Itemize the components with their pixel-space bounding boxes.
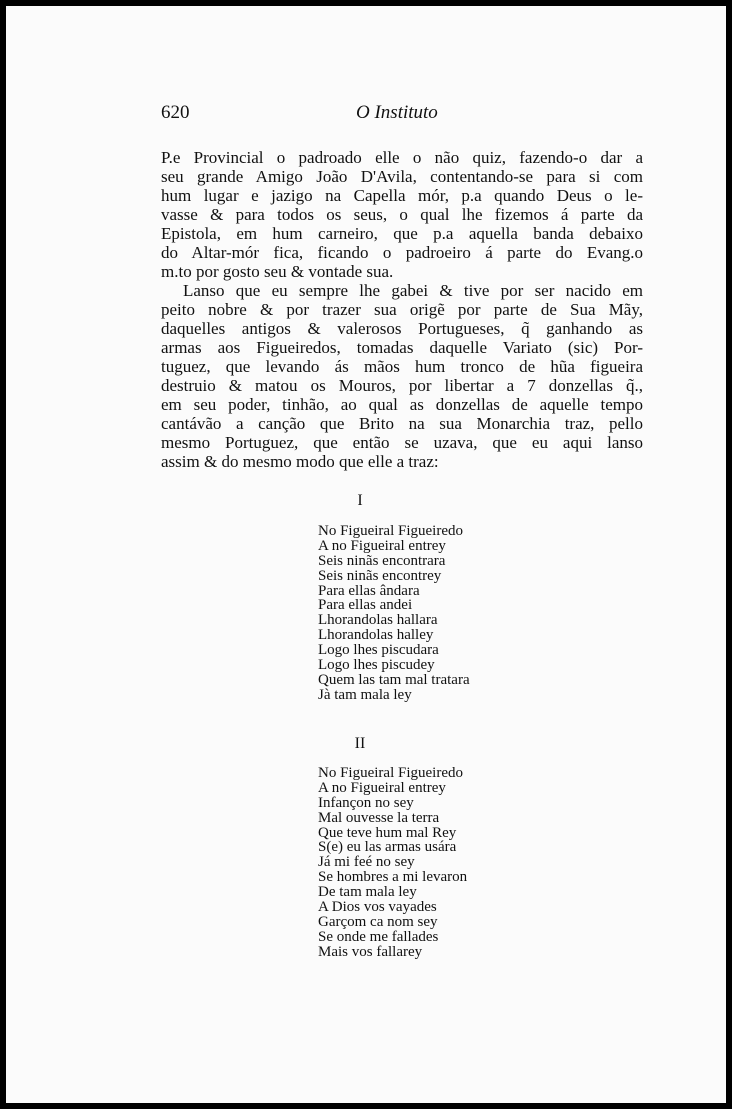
verse-line: Quem las tam mal tratara bbox=[318, 671, 470, 688]
stanza-heading: II bbox=[354, 735, 366, 752]
verse-line: A Dios vos vayades bbox=[318, 899, 437, 916]
verse-stanza bbox=[318, 766, 578, 960]
prose-line: m.to por gosto seu & vontade sua. bbox=[161, 262, 394, 281]
verse-line: No Figueiral Figueiredo bbox=[318, 765, 463, 781]
prose-line: assim & do mesmo modo que elle a traz: bbox=[161, 452, 439, 471]
verse-line: Lhorandolas halley bbox=[318, 627, 434, 644]
verse-line: Seis ninãs encontrey bbox=[318, 567, 442, 584]
verse-line: Se onde me fallades bbox=[318, 928, 439, 945]
verse-line: Logo lhes piscudey bbox=[318, 657, 435, 674]
prose-line: daquelles antigos & valerosos Portugueses, q̃ ganhando as bbox=[161, 319, 643, 338]
verse-line: Que teve hum mal Rey bbox=[318, 824, 457, 841]
running-head bbox=[6, 102, 726, 126]
verse-line: Para ellas ândara bbox=[318, 582, 420, 599]
prose-line: mesmo Portuguez, que então se uzava, que eu aqui lanso bbox=[161, 433, 643, 452]
verse-line: Garçom ca nom sey bbox=[318, 913, 438, 930]
prose-line: vasse & para todos os seus, o qual lhe fizemos á parte da bbox=[161, 205, 643, 224]
verse-line: Mal ouvesse la terra bbox=[318, 809, 440, 826]
prose-line: armas aos Figueiredos, tomadas daquelle Variato (sic) Por- bbox=[161, 338, 643, 357]
running-title: O Instituto bbox=[356, 102, 438, 123]
prose-line: destruio & matou os Mouros, por libertar a 7 donzellas q̃., bbox=[161, 376, 643, 395]
verse-line: Se hombres a mi levaron bbox=[318, 869, 468, 886]
verse-line: No Figueiral Figueiredo bbox=[318, 523, 463, 539]
prose-line: Epistola, em hum carneiro, que p.a aquella banda debaixo bbox=[161, 224, 643, 243]
verse-line: Jà tam mala ley bbox=[318, 686, 412, 703]
prose-line: seu grande Amigo João D'Avila, contentando-se para si com bbox=[161, 167, 643, 186]
verse-line: Lhorandolas hallara bbox=[318, 612, 438, 629]
verse-line: Infançon no sey bbox=[318, 794, 414, 811]
verse-line: Para ellas andei bbox=[318, 597, 413, 614]
verse-line: A no Figueiral entrey bbox=[318, 779, 446, 796]
verse-stanza bbox=[318, 524, 578, 703]
verse-line: De tam mala ley bbox=[318, 884, 417, 901]
verse-line: Mais vos fallarey bbox=[318, 943, 423, 960]
verse-line: A no Figueiral entrey bbox=[318, 537, 446, 554]
prose-line: cantávão a canção que Brito na sua Monarchia traz, pello bbox=[161, 414, 643, 433]
stanza-heading: I bbox=[357, 492, 363, 509]
page-number: 620 bbox=[161, 102, 190, 123]
prose-line: P.e Provincial o padroado elle o não quiz, fazendo-o dar a bbox=[161, 148, 643, 167]
prose-line: peito nobre & por trazer sua origẽ por parte de Sua Mãy, bbox=[161, 300, 643, 319]
verse-line: Logo lhes piscudara bbox=[318, 642, 439, 659]
prose-block bbox=[161, 148, 643, 471]
prose-line: em seu poder, tinhão, ao qual as donzellas de aquelle tempo bbox=[161, 395, 643, 414]
verse-line: Já mi feé no sey bbox=[318, 854, 415, 871]
prose-line: Lanso que eu sempre lhe gabei & tive por ser nacido em bbox=[183, 281, 643, 300]
prose-line: tuguez, que levando ás mãos hum tronco de hũa figueira bbox=[161, 357, 643, 376]
verse-line: Seis ninãs encontrara bbox=[318, 552, 446, 569]
book-page bbox=[6, 6, 726, 1103]
prose-line: do Altar-mór fica, ficando o padroeiro á parte do Evang.o bbox=[161, 243, 643, 262]
prose-line: hum lugar e jazigo na Capella mór, p.a quando Deus o le- bbox=[161, 186, 643, 205]
verse-line: S(e) eu las armas usára bbox=[318, 839, 457, 856]
